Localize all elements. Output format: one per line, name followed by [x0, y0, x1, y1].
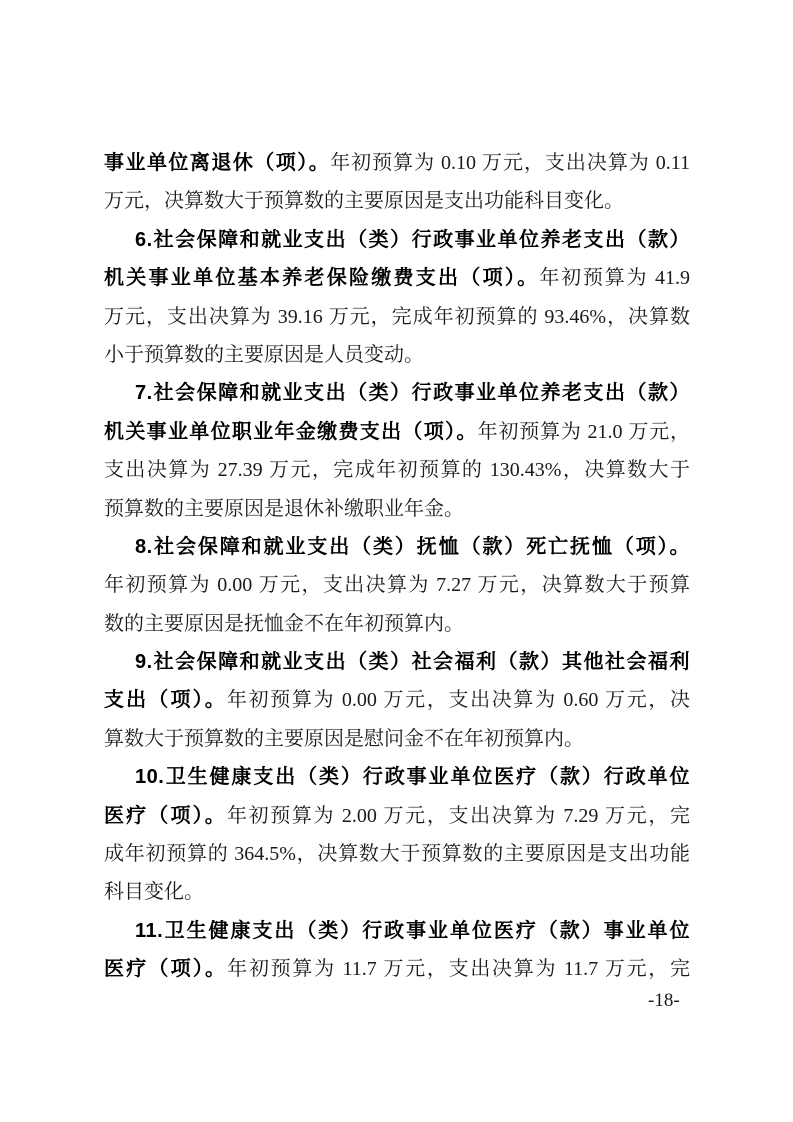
text-line	[104, 835, 690, 873]
body-segment: 年初预算为 21.0 万元，	[477, 420, 690, 443]
text-line	[104, 259, 690, 297]
page-number: -18-	[648, 990, 680, 1011]
heading-segment: 医疗（项）。	[104, 958, 228, 981]
heading-segment: 机关事业单位职业年金缴费支出（项）。	[104, 420, 478, 443]
body-segment: 数的主要原因是抚恤金不在年初预算内。	[104, 612, 464, 635]
text-line	[104, 413, 690, 451]
text-line	[104, 144, 690, 182]
body-segment: 小于预算数的主要原因是人员变动。	[104, 343, 424, 366]
text-line	[104, 490, 690, 528]
body-segment: 年初预算为 11.7 万元，支出决算为 11.7 万元，完	[227, 958, 690, 981]
body-segment: 年初预算为 0.00 万元，支出决算为 7.27 万元，决算数大于预算	[104, 574, 690, 597]
text-line	[104, 182, 690, 220]
heading-segment: 8.社会保障和就业支出（类）抚恤（款）死亡抚恤（项）。	[135, 535, 690, 558]
heading-segment: 机关事业单位基本养老保险缴费支出（项）。	[104, 267, 540, 290]
heading-segment: 7.社会保障和就业支出（类）行政事业单位养老支出（款）	[135, 382, 690, 405]
heading-segment: 医疗（项）。	[104, 804, 227, 827]
text-line	[104, 720, 690, 758]
text-line-item-8	[104, 528, 690, 566]
heading-segment: 11.卫生健康支出（类）行政事业单位医疗（款）事业单位	[135, 919, 690, 942]
text-line-item-9	[104, 643, 690, 681]
body-segment: 万元，决算数大于预算数的主要原因是支出功能科目变化。	[104, 190, 624, 213]
body-segment: 年初预算为 2.00 万元，支出决算为 7.29 万元，完	[226, 804, 690, 827]
heading-segment: 支出（项）。	[104, 689, 227, 712]
text-line	[104, 681, 690, 719]
text-line	[104, 950, 690, 988]
text-line	[104, 873, 690, 911]
text-line	[104, 451, 690, 489]
text-line-item-10	[104, 758, 690, 796]
heading-segment: 事业单位离退休（项）。	[104, 152, 331, 174]
body-segment: 成年初预算的 364.5%，决算数大于预算数的主要原因是支出功能	[104, 843, 690, 866]
body-segment: 年初预算为 0.10 万元，支出决算为 0.11	[330, 152, 690, 174]
body-segment: 科目变化。	[104, 881, 204, 904]
body-segment: 万元，支出决算为 39.16 万元，完成年初预算的 93.46%，决算数	[104, 305, 690, 328]
text-line-item-7	[104, 374, 690, 412]
body-segment: 预算数的主要原因是退休补缴职业年金。	[104, 497, 464, 520]
text-line	[104, 336, 690, 374]
text-block	[104, 144, 690, 989]
body-segment: 年初预算为 41.9	[539, 267, 690, 290]
text-line	[104, 605, 690, 643]
heading-segment: 6.社会保障和就业支出（类）行政事业单位养老支出（款）	[135, 228, 690, 251]
text-line	[104, 298, 690, 336]
heading-segment: 10.卫生健康支出（类）行政事业单位医疗（款）行政单位	[135, 766, 690, 789]
body-segment: 支出决算为 27.39 万元，完成年初预算的 130.43%，决算数大于	[104, 459, 690, 482]
body-segment: 算数大于预算数的主要原因是慰问金不在年初预算内。	[104, 727, 584, 750]
heading-segment: 9.社会保障和就业支出（类）社会福利（款）其他社会福利	[135, 651, 690, 674]
text-line	[104, 797, 690, 835]
text-line-item-11	[104, 912, 690, 950]
body-segment: 年初预算为 0.00 万元，支出决算为 0.60 万元，决	[226, 689, 690, 712]
text-line	[104, 566, 690, 604]
text-line-item-6	[104, 221, 690, 259]
